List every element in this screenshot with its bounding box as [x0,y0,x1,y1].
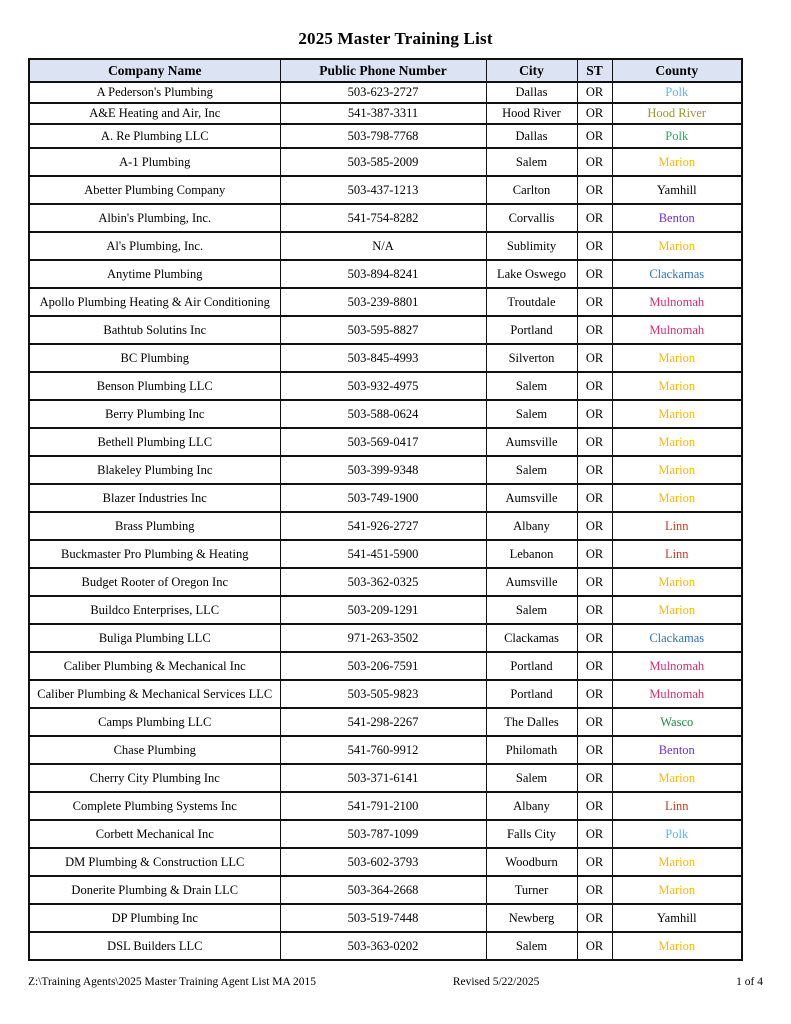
table-row [29,372,742,400]
phone-cell: 503-209-1291 [280,596,486,624]
county-cell: Wasco [612,708,742,736]
state-cell: OR [577,260,612,288]
company-cell: Anytime Plumbing [29,260,280,288]
phone-cell: 503-787-1099 [280,820,486,848]
county-cell: Mulnomah [612,288,742,316]
city-cell: Portland [486,680,577,708]
county-cell: Marion [612,568,742,596]
phone-cell: 503-798-7768 [280,124,486,148]
phone-cell: 503-595-8827 [280,316,486,344]
table-row [29,680,742,708]
city-cell: The Dalles [486,708,577,736]
county-cell: Marion [612,372,742,400]
state-cell: OR [577,792,612,820]
phone-cell: 503-371-6141 [280,764,486,792]
phone-cell: 541-926-2727 [280,512,486,540]
company-cell: Cherry City Plumbing Inc [29,764,280,792]
phone-cell: N/A [280,232,486,260]
table-row [29,624,742,652]
table-row [29,260,742,288]
phone-cell: 503-932-4975 [280,372,486,400]
state-cell: OR [577,232,612,260]
phone-cell: 503-623-2727 [280,82,486,103]
state-cell: OR [577,484,612,512]
county-cell: Marion [612,764,742,792]
city-cell: Lake Oswego [486,260,577,288]
county-cell: Yamhill [612,176,742,204]
company-cell: Donerite Plumbing & Drain LLC [29,876,280,904]
column-header-county: County [612,59,742,82]
city-cell: Newberg [486,904,577,932]
city-cell: Aumsville [486,428,577,456]
state-cell: OR [577,316,612,344]
state-cell: OR [577,456,612,484]
table-header-row [29,59,742,82]
county-cell: Mulnomah [612,680,742,708]
company-cell: A-1 Plumbing [29,148,280,176]
county-cell: Marion [612,428,742,456]
state-cell: OR [577,103,612,124]
company-cell: Buliga Plumbing LLC [29,624,280,652]
table-row [29,708,742,736]
county-cell: Marion [612,400,742,428]
county-cell: Linn [612,792,742,820]
state-cell: OR [577,652,612,680]
table-row [29,876,742,904]
phone-cell: 541-387-3311 [280,103,486,124]
footer-page-number: 1 of 4 [736,976,763,988]
phone-cell: 541-760-9912 [280,736,486,764]
table-row [29,764,742,792]
county-cell: Marion [612,876,742,904]
city-cell: Troutdale [486,288,577,316]
table-row [29,932,742,960]
phone-cell: 541-791-2100 [280,792,486,820]
table-row [29,176,742,204]
county-cell: Marion [612,848,742,876]
city-cell: Woodburn [486,848,577,876]
table-row [29,596,742,624]
city-cell: Salem [486,596,577,624]
city-cell: Silverton [486,344,577,372]
county-cell: Benton [612,204,742,232]
city-cell: Carlton [486,176,577,204]
table-row [29,736,742,764]
county-cell: Linn [612,512,742,540]
column-header-company-name: Company Name [29,59,280,82]
table-row [29,232,742,260]
company-cell: DP Plumbing Inc [29,904,280,932]
city-cell: Sublimity [486,232,577,260]
phone-cell: 503-399-9348 [280,456,486,484]
state-cell: OR [577,736,612,764]
city-cell: Turner [486,876,577,904]
county-cell: Marion [612,232,742,260]
company-cell: DSL Builders LLC [29,932,280,960]
table-row [29,103,742,124]
county-cell: Marion [612,484,742,512]
city-cell: Philomath [486,736,577,764]
phone-cell: 503-363-0202 [280,932,486,960]
phone-cell: 503-588-0624 [280,400,486,428]
company-cell: Abetter Plumbing Company [29,176,280,204]
table-row [29,316,742,344]
state-cell: OR [577,708,612,736]
city-cell: Portland [486,652,577,680]
state-cell: OR [577,400,612,428]
phone-cell: 503-569-0417 [280,428,486,456]
page-footer [28,976,763,988]
county-cell: Clackamas [612,260,742,288]
company-cell: BC Plumbing [29,344,280,372]
county-cell: Yamhill [612,904,742,932]
phone-cell: 541-754-8282 [280,204,486,232]
state-cell: OR [577,288,612,316]
city-cell: Hood River [486,103,577,124]
company-cell: DM Plumbing & Construction LLC [29,848,280,876]
table-row [29,82,742,103]
state-cell: OR [577,624,612,652]
city-cell: Aumsville [486,484,577,512]
city-cell: Albany [486,792,577,820]
county-cell: Marion [612,148,742,176]
company-cell: Buckmaster Pro Plumbing & Heating [29,540,280,568]
company-cell: Budget Rooter of Oregon Inc [29,568,280,596]
city-cell: Falls City [486,820,577,848]
state-cell: OR [577,428,612,456]
column-header-state: ST [577,59,612,82]
company-cell: Chase Plumbing [29,736,280,764]
county-cell: Marion [612,456,742,484]
city-cell: Albany [486,512,577,540]
footer-revised-date: Revised 5/22/2025 [452,976,540,988]
city-cell: Salem [486,932,577,960]
state-cell: OR [577,82,612,103]
city-cell: Dallas [486,124,577,148]
company-cell: Camps Plumbing LLC [29,708,280,736]
table-row [29,148,742,176]
state-cell: OR [577,124,612,148]
column-header-phone-number: Public Phone Number [280,59,486,82]
county-cell: Polk [612,124,742,148]
state-cell: OR [577,176,612,204]
table-row [29,792,742,820]
state-cell: OR [577,148,612,176]
county-cell: Benton [612,736,742,764]
city-cell: Salem [486,372,577,400]
county-cell: Mulnomah [612,652,742,680]
table-body [29,82,742,960]
company-cell: Blakeley Plumbing Inc [29,456,280,484]
county-cell: Mulnomah [612,316,742,344]
table-row [29,512,742,540]
phone-cell: 503-239-8801 [280,288,486,316]
county-cell: Linn [612,540,742,568]
city-cell: Salem [486,148,577,176]
state-cell: OR [577,848,612,876]
county-cell: Marion [612,344,742,372]
city-cell: Clackamas [486,624,577,652]
city-cell: Salem [486,764,577,792]
company-cell: Complete Plumbing Systems Inc [29,792,280,820]
state-cell: OR [577,568,612,596]
state-cell: OR [577,904,612,932]
city-cell: Lebanon [486,540,577,568]
phone-cell: 503-437-1213 [280,176,486,204]
state-cell: OR [577,820,612,848]
phone-cell: 503-894-8241 [280,260,486,288]
table-row [29,204,742,232]
city-cell: Corvallis [486,204,577,232]
phone-cell: 503-519-7448 [280,904,486,932]
company-cell: Blazer Industries Inc [29,484,280,512]
county-cell: Polk [612,820,742,848]
state-cell: OR [577,680,612,708]
state-cell: OR [577,204,612,232]
phone-cell: 541-451-5900 [280,540,486,568]
table-row [29,428,742,456]
page-title: 2025 Master Training List [298,29,493,48]
city-cell: Portland [486,316,577,344]
footer-file-path: Z:\Training Agents\2025 Master Training Agent List MA 2015 [28,976,317,988]
phone-cell: 503-585-2009 [280,148,486,176]
city-cell: Salem [486,400,577,428]
company-cell: Caliber Plumbing & Mechanical Inc [29,652,280,680]
county-cell: Hood River [612,103,742,124]
table-row [29,904,742,932]
state-cell: OR [577,764,612,792]
company-cell: Bethell Plumbing LLC [29,428,280,456]
county-cell: Marion [612,932,742,960]
county-cell: Clackamas [612,624,742,652]
table-row [29,568,742,596]
state-cell: OR [577,540,612,568]
state-cell: OR [577,344,612,372]
phone-cell: 503-364-2668 [280,876,486,904]
phone-cell: 503-602-3793 [280,848,486,876]
phone-cell: 503-505-9823 [280,680,486,708]
company-cell: Albin's Plumbing, Inc. [29,204,280,232]
phone-cell: 503-845-4993 [280,344,486,372]
training-list-table [28,58,743,961]
city-cell: Dallas [486,82,577,103]
company-cell: Bathtub Solutins Inc [29,316,280,344]
table-row [29,344,742,372]
company-cell: A Pederson's Plumbing [29,82,280,103]
county-cell: Marion [612,596,742,624]
company-cell: Benson Plumbing LLC [29,372,280,400]
state-cell: OR [577,876,612,904]
table-row [29,848,742,876]
column-header-city: City [486,59,577,82]
company-cell: Caliber Plumbing & Mechanical Services LLC [29,680,280,708]
state-cell: OR [577,372,612,400]
table-row [29,456,742,484]
state-cell: OR [577,932,612,960]
company-cell: A. Re Plumbing LLC [29,124,280,148]
city-cell: Salem [486,456,577,484]
city-cell: Aumsville [486,568,577,596]
phone-cell: 541-298-2267 [280,708,486,736]
state-cell: OR [577,512,612,540]
company-cell: A&E Heating and Air, Inc [29,103,280,124]
phone-cell: 503-206-7591 [280,652,486,680]
phone-cell: 503-749-1900 [280,484,486,512]
table-row [29,288,742,316]
table-row [29,820,742,848]
company-cell: Al's Plumbing, Inc. [29,232,280,260]
company-cell: Berry Plumbing Inc [29,400,280,428]
company-cell: Brass Plumbing [29,512,280,540]
county-cell: Polk [612,82,742,103]
table-row [29,124,742,148]
state-cell: OR [577,596,612,624]
table-row [29,652,742,680]
table-row [29,484,742,512]
phone-cell: 503-362-0325 [280,568,486,596]
table-row [29,400,742,428]
phone-cell: 971-263-3502 [280,624,486,652]
company-cell: Buildco Enterprises, LLC [29,596,280,624]
table-row [29,540,742,568]
company-cell: Apollo Plumbing Heating & Air Conditioning [29,288,280,316]
company-cell: Corbett Mechanical Inc [29,820,280,848]
